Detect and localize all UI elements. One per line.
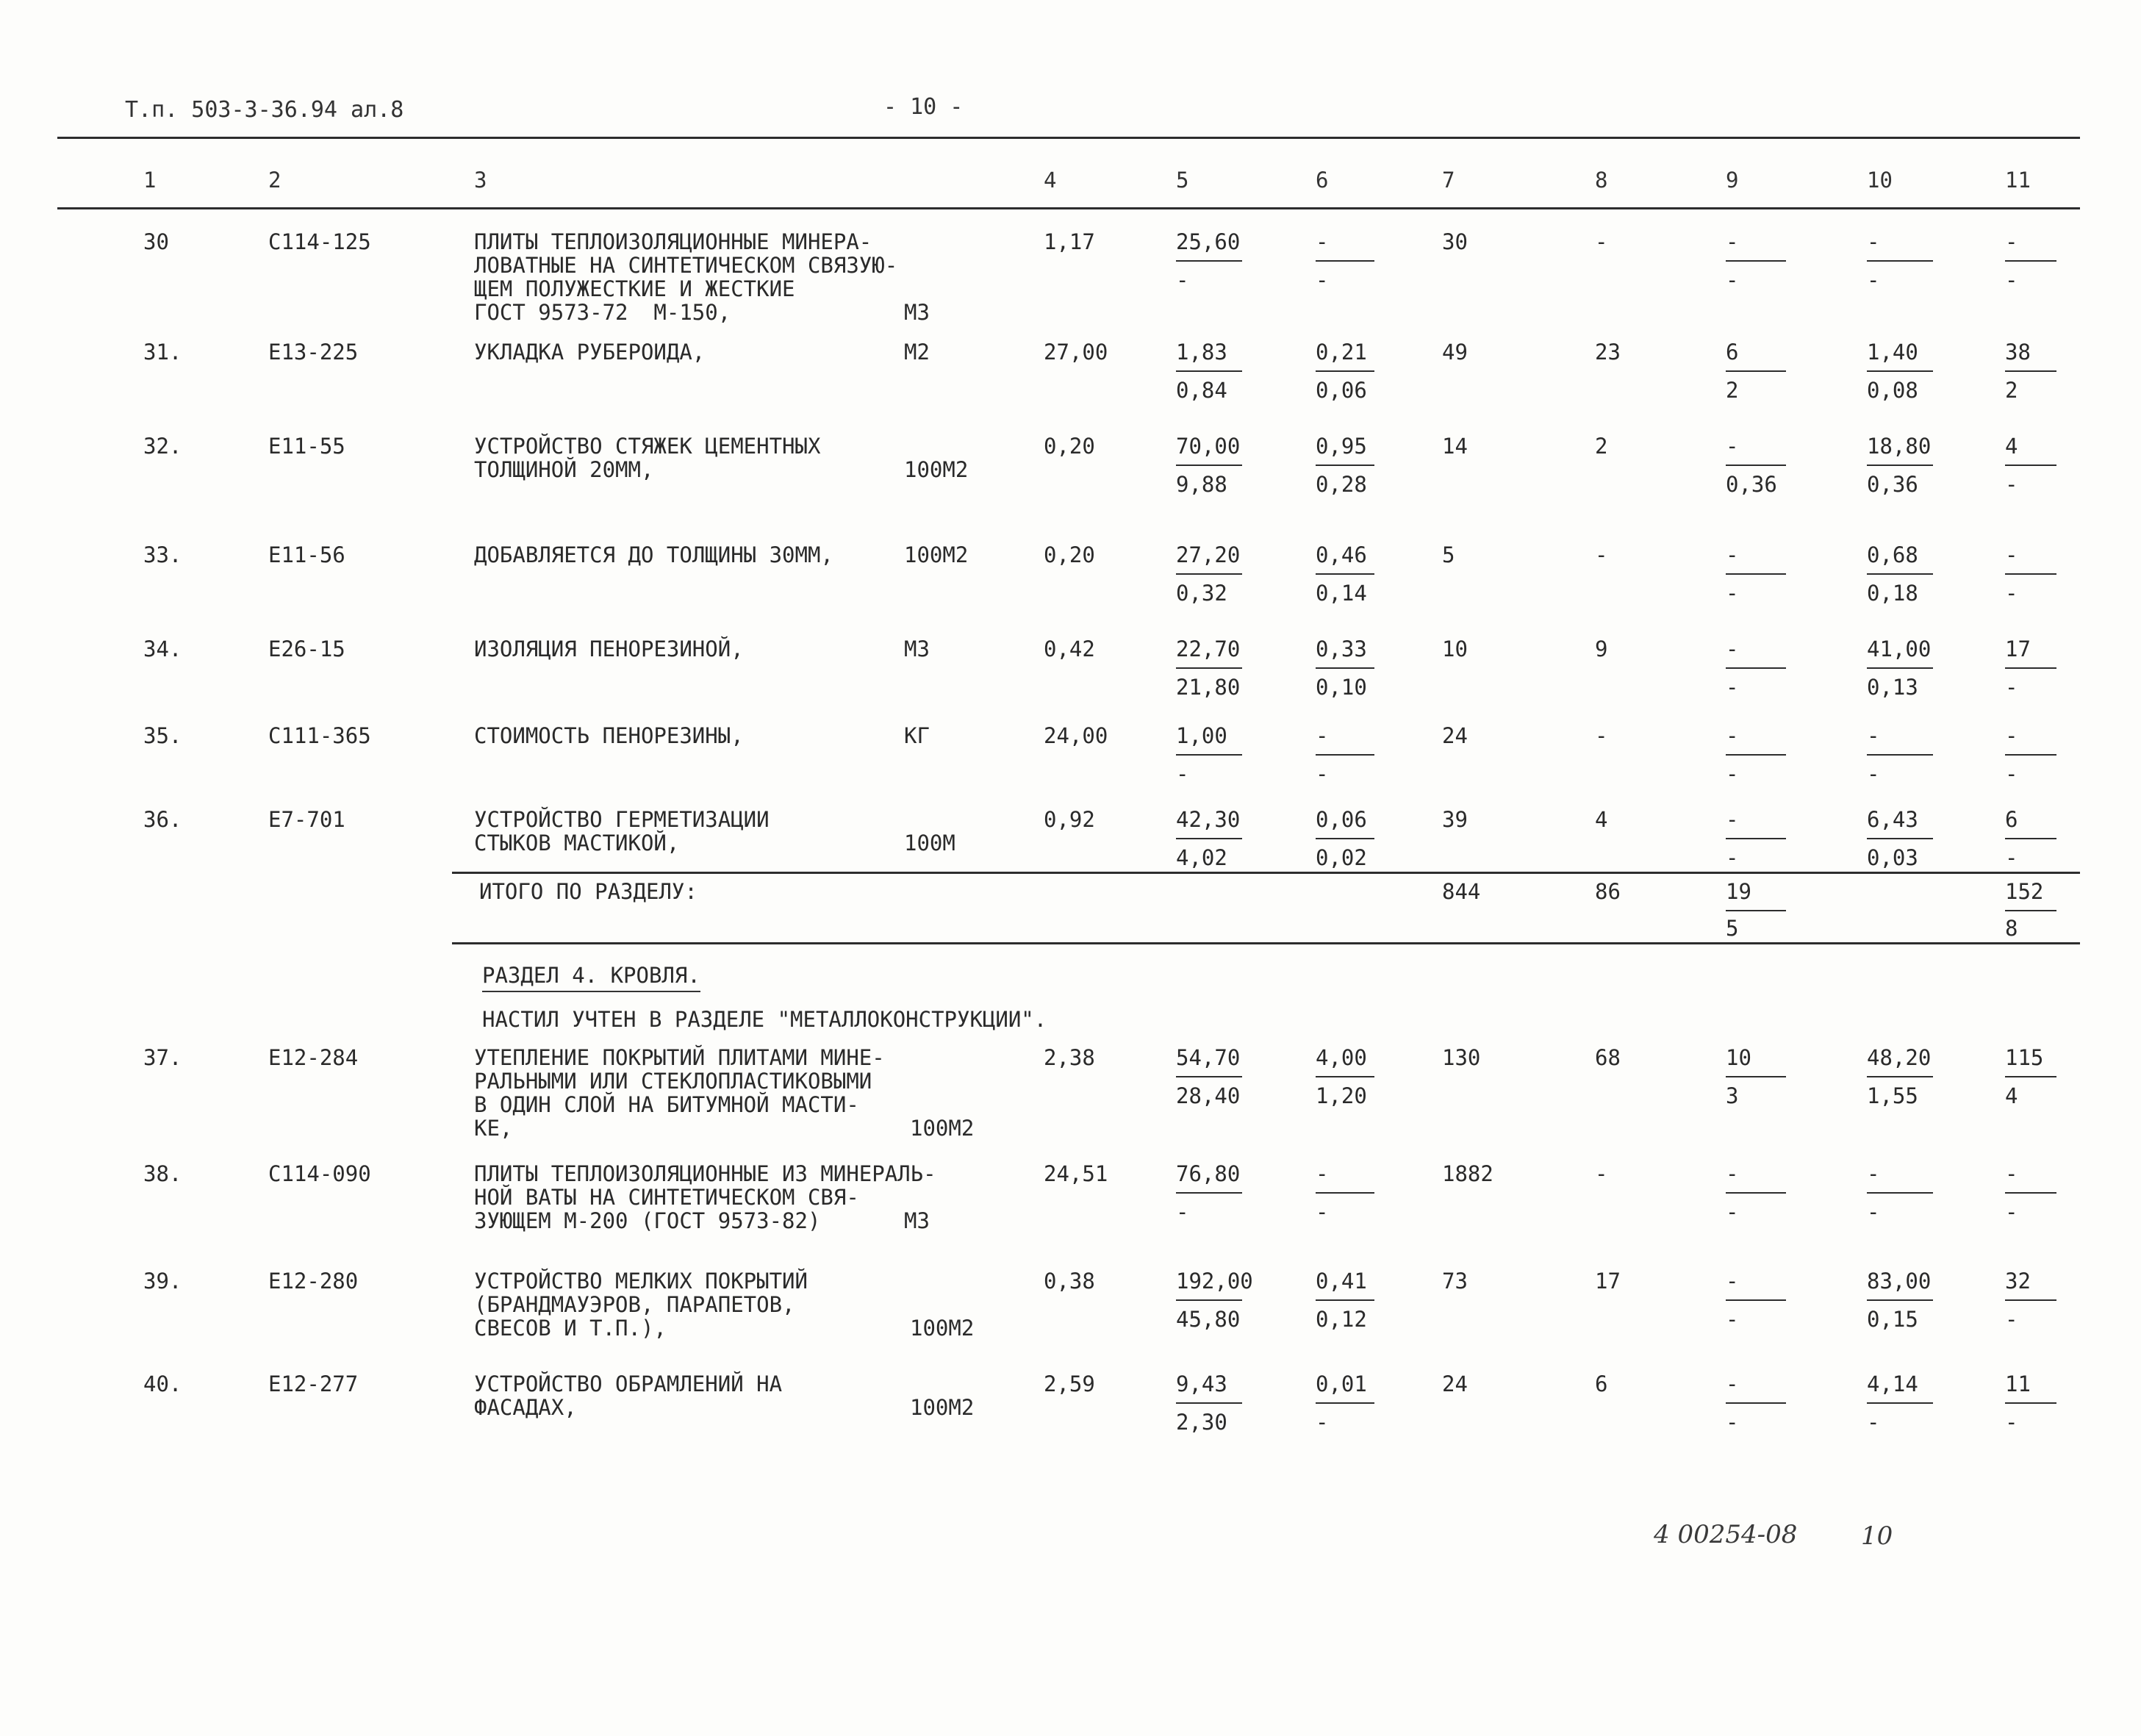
labor-total-value: 32 xyxy=(2005,1269,2031,1294)
total-col7: 844 xyxy=(1442,879,1481,904)
row-code: С111-365 xyxy=(268,723,371,748)
row-unit: 100М2 xyxy=(910,1116,975,1141)
machine-cost-subvalue: - xyxy=(1726,675,1739,700)
machine-cost-value: - xyxy=(1726,636,1739,661)
unit-price-value: 27,20 xyxy=(1176,542,1241,567)
archive-stamp-number: 4 00254-08 xyxy=(1654,1520,1798,1549)
wages-fraction-line xyxy=(1316,1192,1374,1194)
row-number: 36. xyxy=(143,807,182,832)
row-number: 30 xyxy=(143,229,169,254)
row-description-line: ПЛИТЫ ТЕПЛОИЗОЛЯЦИОННЫЕ МИНЕРА- xyxy=(474,229,872,254)
column-number: 2 xyxy=(268,168,281,193)
row-quantity: 2,59 xyxy=(1044,1371,1095,1396)
row-description-line: ЗУЮЩЕМ М-200 (ГОСТ 9573-82) xyxy=(474,1208,821,1233)
column-number: 4 xyxy=(1044,168,1057,193)
unit-price-fraction-line xyxy=(1176,573,1242,575)
row-unit: М3 xyxy=(904,300,930,325)
row-number: 37. xyxy=(143,1045,182,1070)
unit-price-fraction-line xyxy=(1176,370,1242,372)
column-number: 7 xyxy=(1442,168,1455,193)
labor-cost-subvalue: 0,08 xyxy=(1867,378,1918,403)
labor-cost-value: 83,00 xyxy=(1867,1269,1932,1294)
unit-price-value: 192,00 xyxy=(1176,1269,1253,1294)
wages-fraction-line xyxy=(1316,754,1374,756)
row-description-line: ТОЛЩИНОЙ 20ММ, xyxy=(474,457,654,482)
labor-total-value: - xyxy=(2005,1161,2018,1186)
labor-total-fraction-line xyxy=(2005,260,2056,262)
machine-cost-subvalue: 0,36 xyxy=(1726,472,1777,497)
row-code: Е11-55 xyxy=(268,434,345,459)
row-description-line: ИЗОЛЯЦИЯ ПЕНОРЕЗИНОЙ, xyxy=(474,636,744,661)
machine-cost-value: 6 xyxy=(1726,340,1739,365)
row-total-wages: 6 xyxy=(1595,1371,1608,1396)
row-description-line: ДОБАВЛЯЕТСЯ ДО ТОЛЩИНЫ 30ММ, xyxy=(474,542,833,567)
row-code: Е11-56 xyxy=(268,542,345,567)
wages-value: 0,06 xyxy=(1316,807,1367,832)
column-number: 3 xyxy=(474,168,487,193)
wages-subvalue: 0,06 xyxy=(1316,378,1367,403)
labor-cost-value: 48,20 xyxy=(1867,1045,1932,1070)
column-number: 6 xyxy=(1316,168,1329,193)
labor-total-fraction-line xyxy=(2005,370,2056,372)
labor-cost-fraction-line xyxy=(1867,1192,1933,1194)
row-code: Е7-701 xyxy=(268,807,345,832)
labor-cost-value: 0,68 xyxy=(1867,542,1918,567)
labor-cost-value: - xyxy=(1867,723,1880,748)
row-unit: 100М2 xyxy=(904,542,969,567)
wages-subvalue: 0,02 xyxy=(1316,845,1367,870)
wages-fraction-line xyxy=(1316,1402,1374,1404)
row-code: Е12-280 xyxy=(268,1269,359,1294)
wages-fraction-line xyxy=(1316,370,1374,372)
labor-total-fraction-line xyxy=(2005,573,2056,575)
machine-cost-fraction-line xyxy=(1726,1402,1786,1404)
labor-cost-fraction-line xyxy=(1867,1076,1933,1077)
wages-value: - xyxy=(1316,229,1329,254)
labor-cost-subvalue: 0,36 xyxy=(1867,472,1918,497)
unit-price-subvalue: 0,32 xyxy=(1176,581,1227,606)
machine-cost-fraction-line xyxy=(1726,754,1786,756)
total-label: ИТОГО ПО РАЗДЕЛУ: xyxy=(479,879,697,904)
labor-cost-value: - xyxy=(1867,229,1880,254)
unit-price-value: 1,83 xyxy=(1176,340,1227,365)
unit-price-fraction-line xyxy=(1176,1402,1242,1404)
machine-cost-subvalue: 3 xyxy=(1726,1083,1739,1108)
column-number: 10 xyxy=(1867,168,1893,193)
unit-price-fraction-line xyxy=(1176,465,1242,466)
row-total-wages: - xyxy=(1595,229,1608,254)
row-unit: 100М2 xyxy=(904,457,969,482)
labor-total-subvalue: - xyxy=(2005,761,2018,786)
labor-total-fraction-line xyxy=(2005,1402,2056,1404)
wages-fraction-line xyxy=(1316,667,1374,669)
row-number: 31. xyxy=(143,340,182,365)
labor-cost-fraction-line xyxy=(1867,1299,1933,1301)
unit-price-fraction-line xyxy=(1176,1299,1242,1301)
machine-cost-value: - xyxy=(1726,807,1739,832)
machine-cost-value: - xyxy=(1726,1161,1739,1186)
wages-subvalue: - xyxy=(1316,761,1329,786)
row-description-line: УКЛАДКА РУБЕРОИДА, xyxy=(474,340,706,365)
machine-cost-subvalue: - xyxy=(1726,845,1739,870)
row-description-line: ФАСАДАХ, xyxy=(474,1395,577,1420)
row-quantity: 0,38 xyxy=(1044,1269,1095,1294)
machine-cost-fraction-line xyxy=(1726,260,1786,262)
total-col11-fraction-line xyxy=(2005,910,2056,911)
unit-price-subvalue: 4,02 xyxy=(1176,845,1227,870)
wages-value: 0,01 xyxy=(1316,1371,1367,1396)
row-number: 39. xyxy=(143,1269,182,1294)
row-total-wages: 2 xyxy=(1595,434,1608,459)
labor-cost-subvalue: 0,13 xyxy=(1867,675,1918,700)
unit-price-subvalue: 21,80 xyxy=(1176,675,1241,700)
row-total-cost: 1882 xyxy=(1442,1161,1493,1186)
row-description-line: СТЫКОВ МАСТИКОЙ, xyxy=(474,831,680,856)
labor-total-subvalue: - xyxy=(2005,268,2018,293)
column-number: 8 xyxy=(1595,168,1608,193)
row-code: С114-125 xyxy=(268,229,371,254)
total-col11: 152 xyxy=(2005,879,2044,904)
labor-total-value: 17 xyxy=(2005,636,2031,661)
row-description-line: РАЛЬНЫМИ ИЛИ СТЕКЛОПЛАСТИКОВЫМИ xyxy=(474,1069,872,1094)
labor-total-subvalue: 4 xyxy=(2005,1083,2018,1108)
machine-cost-value: - xyxy=(1726,1269,1739,1294)
page-number: - 10 - xyxy=(883,94,964,120)
labor-total-value: 115 xyxy=(2005,1045,2044,1070)
unit-price-fraction-line xyxy=(1176,260,1242,262)
machine-cost-fraction-line xyxy=(1726,573,1786,575)
machine-cost-value: - xyxy=(1726,1371,1739,1396)
wages-subvalue: - xyxy=(1316,1199,1329,1224)
row-number: 32. xyxy=(143,434,182,459)
labor-total-fraction-line xyxy=(2005,667,2056,669)
labor-cost-subvalue: - xyxy=(1867,1410,1880,1435)
row-quantity: 0,20 xyxy=(1044,542,1095,567)
unit-price-subvalue: 9,88 xyxy=(1176,472,1227,497)
unit-price-value: 54,70 xyxy=(1176,1045,1241,1070)
row-code: Е12-284 xyxy=(268,1045,359,1070)
labor-cost-fraction-line xyxy=(1867,573,1933,575)
wages-value: 0,33 xyxy=(1316,636,1367,661)
unit-price-subvalue: 0,84 xyxy=(1176,378,1227,403)
column-number: 1 xyxy=(143,168,157,193)
labor-total-fraction-line xyxy=(2005,754,2056,756)
labor-cost-value: 41,00 xyxy=(1867,636,1932,661)
footer-page-number: 10 xyxy=(1861,1521,1893,1551)
wages-value: 4,00 xyxy=(1316,1045,1367,1070)
column-number: 9 xyxy=(1726,168,1739,193)
unit-price-value: 1,00 xyxy=(1176,723,1227,748)
machine-cost-subvalue: 2 xyxy=(1726,378,1739,403)
row-description-line: ПЛИТЫ ТЕПЛОИЗОЛЯЦИОННЫЕ ИЗ МИНЕРАЛЬ- xyxy=(474,1161,936,1186)
unit-price-value: 76,80 xyxy=(1176,1161,1241,1186)
row-unit: КГ xyxy=(904,723,930,748)
unit-price-subvalue: 45,80 xyxy=(1176,1307,1241,1332)
wages-value: - xyxy=(1316,1161,1329,1186)
row-total-cost: 30 xyxy=(1442,229,1468,254)
labor-total-value: - xyxy=(2005,542,2018,567)
machine-cost-value: - xyxy=(1726,542,1739,567)
labor-cost-subvalue: - xyxy=(1867,268,1880,293)
row-description-line: В ОДИН СЛОЙ НА БИТУМНОЙ МАСТИ- xyxy=(474,1092,859,1117)
row-total-wages: - xyxy=(1595,1161,1608,1186)
row-number: 35. xyxy=(143,723,182,748)
labor-total-fraction-line xyxy=(2005,1076,2056,1077)
machine-cost-subvalue: - xyxy=(1726,268,1739,293)
row-description-line: НОЙ ВАТЫ НА СИНТЕТИЧЕСКОМ СВЯ- xyxy=(474,1185,859,1210)
row-code: С114-090 xyxy=(268,1161,371,1186)
header-rule xyxy=(57,207,2080,209)
wages-value: 0,95 xyxy=(1316,434,1367,459)
row-description-line: ЩЕМ ПОЛУЖЕСТКИЕ И ЖЕСТКИЕ xyxy=(474,276,795,301)
row-unit: М2 xyxy=(904,340,930,365)
labor-total-value: 38 xyxy=(2005,340,2031,365)
row-unit: М3 xyxy=(904,1208,930,1233)
column-number: 11 xyxy=(2005,168,2031,193)
row-description-line: УСТРОЙСТВО ОБРАМЛЕНИЙ НА xyxy=(474,1371,783,1396)
row-total-wages: - xyxy=(1595,723,1608,748)
row-quantity: 24,00 xyxy=(1044,723,1108,748)
labor-total-value: 11 xyxy=(2005,1371,2031,1396)
row-total-cost: 24 xyxy=(1442,1371,1468,1396)
labor-total-subvalue: - xyxy=(2005,472,2018,497)
total-top-rule xyxy=(452,872,2080,874)
row-code: Е13-225 xyxy=(268,340,359,365)
labor-cost-fraction-line xyxy=(1867,1402,1933,1404)
labor-cost-subvalue: - xyxy=(1867,761,1880,786)
labor-total-fraction-line xyxy=(2005,1192,2056,1194)
unit-price-fraction-line xyxy=(1176,1076,1242,1077)
total-col8: 86 xyxy=(1595,879,1621,904)
row-quantity: 2,38 xyxy=(1044,1045,1095,1070)
row-description-line: ЛОВАТНЫЕ НА СИНТЕТИЧЕСКОМ СВЯЗУЮ- xyxy=(474,253,898,278)
total-col9: 19 xyxy=(1726,879,1751,904)
machine-cost-subvalue: - xyxy=(1726,1307,1739,1332)
row-description-line: (БРАНДМАУЭРОВ, ПАРАПЕТОВ, xyxy=(474,1292,795,1317)
unit-price-value: 25,60 xyxy=(1176,229,1241,254)
unit-price-fraction-line xyxy=(1176,754,1242,756)
labor-cost-fraction-line xyxy=(1867,754,1933,756)
section-title: РАЗДЕЛ 4. КРОВЛЯ. xyxy=(482,963,700,992)
row-total-cost: 5 xyxy=(1442,542,1455,567)
labor-cost-fraction-line xyxy=(1867,667,1933,669)
row-total-wages: - xyxy=(1595,542,1608,567)
row-quantity: 24,51 xyxy=(1044,1161,1108,1186)
row-total-wages: 17 xyxy=(1595,1269,1621,1294)
labor-cost-subvalue: 0,18 xyxy=(1867,581,1918,606)
row-total-wages: 4 xyxy=(1595,807,1608,832)
machine-cost-fraction-line xyxy=(1726,1076,1786,1077)
machine-cost-subvalue: - xyxy=(1726,581,1739,606)
row-number: 40. xyxy=(143,1371,182,1396)
labor-cost-value: - xyxy=(1867,1161,1880,1186)
row-code: Е12-277 xyxy=(268,1371,359,1396)
labor-total-fraction-line xyxy=(2005,1299,2056,1301)
row-total-cost: 49 xyxy=(1442,340,1468,365)
wages-value: 0,21 xyxy=(1316,340,1367,365)
labor-cost-fraction-line xyxy=(1867,465,1933,466)
labor-cost-value: 1,40 xyxy=(1867,340,1918,365)
row-description-line: УСТРОЙСТВО ГЕРМЕТИЗАЦИИ xyxy=(474,807,770,832)
row-total-cost: 10 xyxy=(1442,636,1468,661)
row-description-line: ГОСТ 9573-72 М-150, xyxy=(474,300,731,325)
row-unit: 100М xyxy=(904,831,955,856)
row-quantity: 0,20 xyxy=(1044,434,1095,459)
labor-cost-subvalue: 0,15 xyxy=(1867,1307,1918,1332)
wages-subvalue: 0,28 xyxy=(1316,472,1367,497)
row-total-cost: 14 xyxy=(1442,434,1468,459)
unit-price-subvalue: - xyxy=(1176,1199,1189,1224)
machine-cost-fraction-line xyxy=(1726,667,1786,669)
unit-price-fraction-line xyxy=(1176,1192,1242,1194)
machine-cost-value: 10 xyxy=(1726,1045,1751,1070)
row-total-wages: 9 xyxy=(1595,636,1608,661)
wages-fraction-line xyxy=(1316,260,1374,262)
labor-total-value: - xyxy=(2005,723,2018,748)
wages-value: - xyxy=(1316,723,1329,748)
machine-cost-subvalue: - xyxy=(1726,1410,1739,1435)
row-total-cost: 73 xyxy=(1442,1269,1468,1294)
total-col9-fraction-line xyxy=(1726,910,1786,911)
machine-cost-value: - xyxy=(1726,723,1739,748)
labor-total-subvalue: - xyxy=(2005,1307,2018,1332)
unit-price-fraction-line xyxy=(1176,838,1242,839)
column-number: 5 xyxy=(1176,168,1189,193)
machine-cost-value: - xyxy=(1726,434,1739,459)
row-description-line: СВЕСОВ И Т.П.), xyxy=(474,1316,667,1341)
top-rule xyxy=(57,137,2080,139)
labor-total-subvalue: - xyxy=(2005,1410,2018,1435)
machine-cost-fraction-line xyxy=(1726,370,1786,372)
total-bottom-rule xyxy=(452,942,2080,944)
wages-subvalue: 1,20 xyxy=(1316,1083,1367,1108)
unit-price-subvalue: - xyxy=(1176,268,1189,293)
wages-value: 0,46 xyxy=(1316,542,1367,567)
labor-cost-fraction-line xyxy=(1867,370,1933,372)
labor-total-subvalue: - xyxy=(2005,1199,2018,1224)
machine-cost-value: - xyxy=(1726,229,1739,254)
unit-price-subvalue: 28,40 xyxy=(1176,1083,1241,1108)
row-total-wages: 23 xyxy=(1595,340,1621,365)
wages-subvalue: 0,10 xyxy=(1316,675,1367,700)
machine-cost-subvalue: - xyxy=(1726,1199,1739,1224)
wages-fraction-line xyxy=(1316,1299,1374,1301)
total-col9-sub: 5 xyxy=(1726,916,1739,941)
unit-price-value: 70,00 xyxy=(1176,434,1241,459)
row-total-cost: 130 xyxy=(1442,1045,1481,1070)
labor-cost-fraction-line xyxy=(1867,260,1933,262)
unit-price-value: 42,30 xyxy=(1176,807,1241,832)
row-description-line: СТОИМОСТЬ ПЕНОРЕЗИНЫ, xyxy=(474,723,744,748)
labor-cost-fraction-line xyxy=(1867,838,1933,839)
machine-cost-fraction-line xyxy=(1726,465,1786,466)
unit-price-fraction-line xyxy=(1176,667,1242,669)
row-description-line: УСТРОЙСТВО СТЯЖЕК ЦЕМЕНТНЫХ xyxy=(474,434,821,459)
wages-subvalue: - xyxy=(1316,268,1329,293)
row-number: 33. xyxy=(143,542,182,567)
labor-total-subvalue: 2 xyxy=(2005,378,2018,403)
wages-fraction-line xyxy=(1316,573,1374,575)
row-total-wages: 68 xyxy=(1595,1045,1621,1070)
labor-cost-subvalue: - xyxy=(1867,1199,1880,1224)
row-description-line: КЕ, xyxy=(474,1116,513,1141)
labor-total-subvalue: - xyxy=(2005,675,2018,700)
labor-total-subvalue: - xyxy=(2005,845,2018,870)
section-note: НАСТИЛ УЧТЕН В РАЗДЕЛЕ "МЕТАЛЛОКОНСТРУКЦИИ". xyxy=(482,1007,1047,1032)
machine-cost-fraction-line xyxy=(1726,838,1786,839)
labor-total-subvalue: - xyxy=(2005,581,2018,606)
labor-cost-subvalue: 0,03 xyxy=(1867,845,1918,870)
wages-subvalue: - xyxy=(1316,1410,1329,1435)
labor-cost-value: 4,14 xyxy=(1867,1371,1918,1396)
unit-price-value: 9,43 xyxy=(1176,1371,1227,1396)
total-col11-sub: 8 xyxy=(2005,916,2018,941)
row-unit: 100М2 xyxy=(910,1395,975,1420)
row-code: Е26-15 xyxy=(268,636,345,661)
unit-price-subvalue: 2,30 xyxy=(1176,1410,1227,1435)
row-unit: М3 xyxy=(904,636,930,661)
labor-cost-value: 18,80 xyxy=(1867,434,1932,459)
labor-total-fraction-line xyxy=(2005,838,2056,839)
row-quantity: 0,92 xyxy=(1044,807,1095,832)
row-description-line: УТЕПЛЕНИЕ ПОКРЫТИЙ ПЛИТАМИ МИНЕ- xyxy=(474,1045,885,1070)
labor-total-value: - xyxy=(2005,229,2018,254)
labor-cost-subvalue: 1,55 xyxy=(1867,1083,1918,1108)
row-description-line: УСТРОЙСТВО МЕЛКИХ ПОКРЫТИЙ xyxy=(474,1269,808,1294)
row-total-cost: 39 xyxy=(1442,807,1468,832)
machine-cost-subvalue: - xyxy=(1726,761,1739,786)
labor-total-value: 6 xyxy=(2005,807,2018,832)
wages-value: 0,41 xyxy=(1316,1269,1367,1294)
document-reference: Т.п. 503-3-36.94 ал.8 xyxy=(125,97,404,123)
machine-cost-fraction-line xyxy=(1726,1299,1786,1301)
unit-price-subvalue: - xyxy=(1176,761,1189,786)
labor-cost-value: 6,43 xyxy=(1867,807,1918,832)
row-quantity: 1,17 xyxy=(1044,229,1095,254)
row-unit: 100М2 xyxy=(910,1316,975,1341)
row-total-cost: 24 xyxy=(1442,723,1468,748)
row-quantity: 27,00 xyxy=(1044,340,1108,365)
unit-price-value: 22,70 xyxy=(1176,636,1241,661)
labor-total-value: 4 xyxy=(2005,434,2018,459)
row-number: 34. xyxy=(143,636,182,661)
wages-subvalue: 0,12 xyxy=(1316,1307,1367,1332)
labor-total-fraction-line xyxy=(2005,465,2056,466)
wages-fraction-line xyxy=(1316,465,1374,466)
machine-cost-fraction-line xyxy=(1726,1192,1786,1194)
row-quantity: 0,42 xyxy=(1044,636,1095,661)
wages-fraction-line xyxy=(1316,838,1374,839)
wages-subvalue: 0,14 xyxy=(1316,581,1367,606)
wages-fraction-line xyxy=(1316,1076,1374,1077)
row-number: 38. xyxy=(143,1161,182,1186)
